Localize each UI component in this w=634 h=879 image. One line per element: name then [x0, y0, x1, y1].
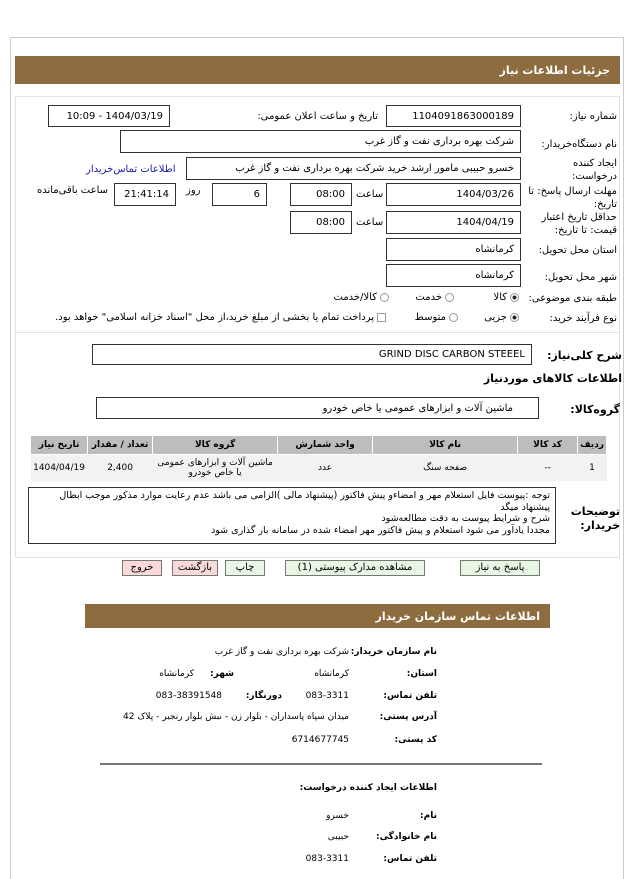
exit-button[interactable]: خروج: [122, 560, 162, 576]
postal-value: 6714677745: [291, 735, 349, 745]
buyer-contact-link[interactable]: اطلاعات تماس‌خریدار: [86, 164, 176, 175]
process-option-minor[interactable]: جزیی: [484, 312, 519, 323]
treasury-payment-checkbox[interactable]: پرداخت تمام یا بخشی از مبلغ خرید،از محل "اسناد خزانه اسلامی" خواهد بود.: [55, 312, 386, 323]
creator-phone-label: تلفن تماس:: [383, 854, 437, 864]
notes-line: شرح و شرایط پیوست به دقت مطالعه‌شود: [381, 513, 550, 524]
deadline-label: مهلت ارسال پاسخ: تا تاریخ:: [528, 186, 617, 210]
validity-date-field: 1404/04/19: [386, 211, 521, 234]
summary-field: GRIND DISC CARBON STEEEL: [92, 344, 532, 365]
divider: [15, 332, 620, 333]
table-row: [31, 455, 607, 482]
cell: صفحه سنگ: [373, 455, 518, 482]
cell: 1404/04/19: [31, 455, 88, 482]
table-header-row: [31, 436, 607, 455]
col-header: ردیف: [578, 436, 607, 455]
cell: ماشین آلات و ابزارهای عمومی یا خاص خودرو: [153, 455, 278, 482]
remaining-field: 21:41:14: [114, 183, 176, 206]
city-field: کرمانشاه: [386, 264, 521, 287]
province-field: کرمانشاه: [386, 238, 521, 261]
notes-line: توجه :پیوست فایل استعلام مهر و امضاءو پیش فاکتور (پیشنهاد مالی )الزامی می باشد عدم رعایت موارد مذکور موجب ابطال پیشنهاد میگد: [59, 490, 550, 513]
org-label: نام سازمان خریدار:: [350, 647, 437, 657]
creator-info-title: اطلاعات ایجاد کننده درخواست:: [299, 783, 437, 793]
goods-section-title: اطلاعات کالاهای موردنیاز: [483, 372, 622, 385]
col-header: واحد شمارش: [278, 436, 373, 455]
province-label: استان محل تحویل:: [538, 245, 617, 256]
province-contact-value: کرمانشاه: [314, 669, 349, 679]
category-label: طبقه بندی موضوعی:: [528, 293, 617, 304]
family-label: نام خانوادگی:: [375, 832, 437, 842]
category-option-both[interactable]: کالا/خدمت: [334, 292, 390, 303]
cell: عدد: [278, 455, 373, 482]
creator-label: ایجاد کننده درخواست:: [572, 158, 617, 182]
name-value: خسرو: [326, 811, 349, 821]
col-header: کد کالا: [518, 436, 578, 455]
buyer-label: نام دستگاه‌خریدار:: [541, 139, 617, 150]
back-button[interactable]: بازگشت: [172, 560, 218, 576]
name-label: نام:: [420, 811, 437, 821]
col-header: نام کالا: [373, 436, 518, 455]
goods-table: [30, 435, 607, 481]
address-value: میدان سپاه پاسداران - بلوار زن - نبش بلوار رنجبر - پلاک 42: [123, 712, 349, 722]
notes-label: توضیحات خریدار:: [570, 505, 620, 532]
cell: 2,400: [88, 455, 153, 482]
deadline-time-field: 08:00: [290, 183, 352, 206]
city-label: شهر محل تحویل:: [544, 272, 617, 283]
days-label: روز: [186, 185, 201, 196]
city-contact-value: کرمانشاه: [159, 669, 194, 679]
contact-header: اطلاعات تماس سازمان خریدار: [85, 604, 550, 628]
radio-icon[interactable]: [380, 293, 389, 302]
radio-icon[interactable]: [445, 293, 454, 302]
print-button[interactable]: چاپ: [225, 560, 265, 576]
province-contact-label: استان:: [406, 669, 437, 679]
notes-box: [28, 487, 556, 544]
attachments-button[interactable]: مشاهده مدارک پیوستی (1): [285, 560, 425, 576]
deadline-time-label: ساعت: [356, 189, 384, 200]
family-value: حبیبی: [327, 832, 349, 842]
validity-time-label: ساعت: [356, 217, 384, 228]
notes-line: مجددا یادآور می شود استعلام و پیش فاکتور مهر امضاء شده در سامانه بار گذاری شود: [211, 524, 550, 536]
deadline-date-field: 1404/03/26: [386, 183, 521, 206]
announce-field: 1404/03/19 - 10:09: [48, 105, 170, 127]
category-option-goods[interactable]: کالا: [493, 292, 519, 303]
process-option-medium[interactable]: متوسط: [415, 312, 458, 323]
reply-button[interactable]: پاسخ به نیاز: [460, 560, 540, 576]
buyer-field: شرکت بهره برداری نفت و گاز غرب: [120, 130, 521, 153]
process-label: نوع فرآیند خرید:: [549, 313, 617, 324]
need-number-label: شماره نیاز:: [569, 111, 617, 122]
announce-label: تاریخ و ساعت اعلان عمومی:: [257, 111, 378, 122]
col-header: تاریخ نیاز: [31, 436, 88, 455]
creator-field: خسرو حبیبی مامور ارشد خرید شرکت بهره برداری نفت و گاز غرب: [186, 157, 521, 180]
phone-value: 083-3311: [305, 691, 349, 701]
category-option-service[interactable]: خدمت: [415, 292, 454, 303]
org-value: شرکت بهره برداری نفت و گاز غرب: [214, 647, 349, 657]
phone-label: تلفن تماس:: [383, 691, 437, 701]
checkbox-icon[interactable]: [377, 313, 386, 322]
creator-phone-value: 083-3311: [305, 854, 349, 864]
group-label: گروه‌کالا:: [570, 403, 620, 416]
city-contact-label: شهر:: [210, 669, 234, 679]
fax-value: 083-38391548: [155, 691, 222, 701]
col-header: گروه کالا: [153, 436, 278, 455]
col-header: تعداد / مقدار: [88, 436, 153, 455]
remaining-label: ساعت باقی‌مانده: [36, 185, 108, 196]
address-label: آدرس پستی:: [379, 712, 437, 722]
days-field: 6: [212, 183, 267, 206]
radio-icon[interactable]: [510, 313, 519, 322]
validity-time-field: 08:00: [290, 211, 352, 234]
radio-icon[interactable]: [510, 293, 519, 302]
summary-label: شرح کلی‌نیاز:: [547, 349, 622, 362]
validity-label: حداقل تاریخ اعتبار قیمت: تا تاریخ:: [541, 212, 617, 236]
postal-label: کد پستی:: [394, 735, 437, 745]
fax-label: دورنگار:: [245, 691, 282, 701]
radio-icon[interactable]: [449, 313, 458, 322]
need-number-field: 1104091863000189: [386, 105, 521, 127]
cell: 1: [578, 455, 607, 482]
cell: --: [518, 455, 578, 482]
page-header: جزئیات اطلاعات نیاز: [15, 56, 620, 84]
divider: [100, 763, 542, 765]
group-field: ماشین آلات و ابزارهای عمومی یا خاص خودرو: [96, 397, 539, 419]
